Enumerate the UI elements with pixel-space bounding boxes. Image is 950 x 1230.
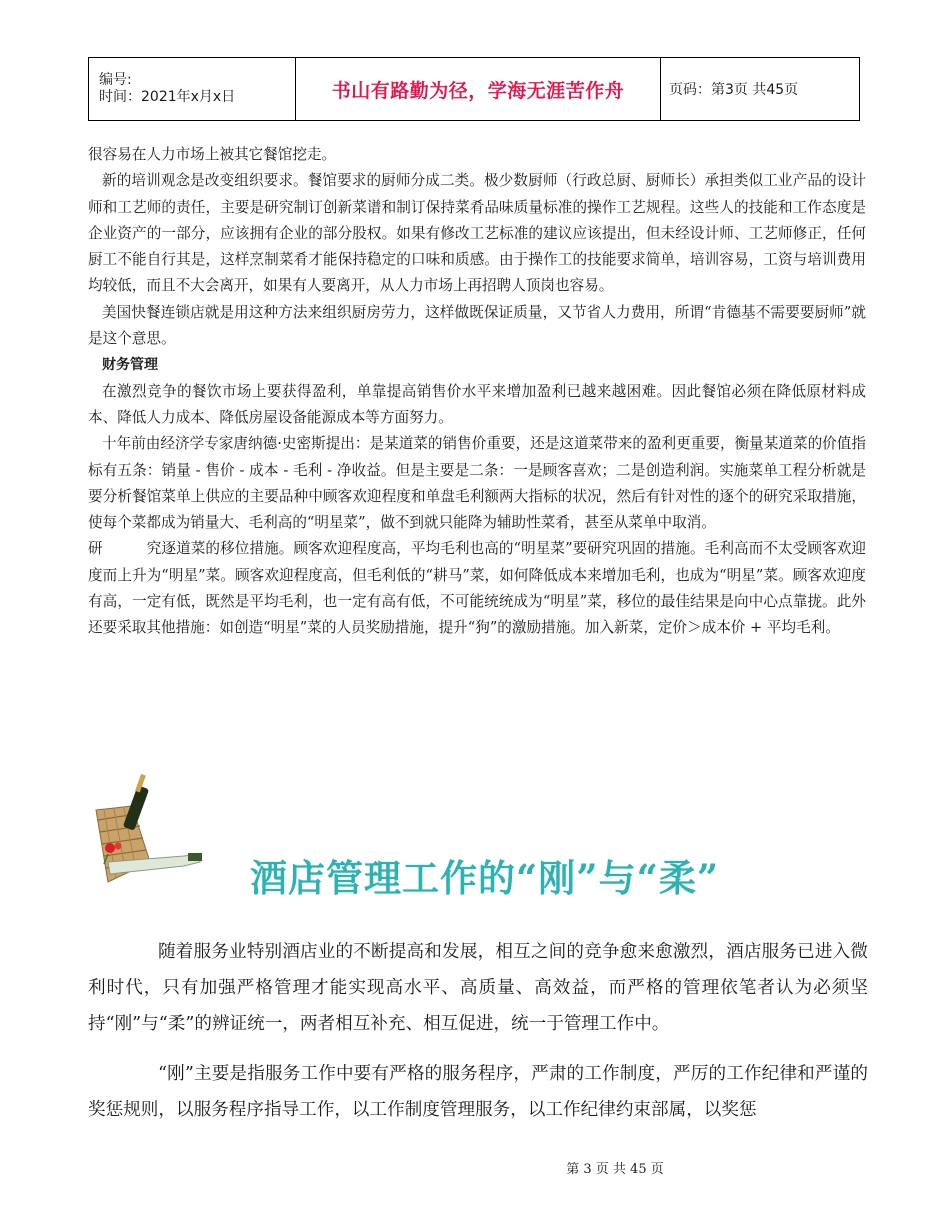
section-title: 酒店管理工作的“刚”与“柔” <box>250 856 720 900</box>
header-left-cell <box>89 58 296 121</box>
motto: 书山有路勤为径，学海无涯苦作舟 <box>296 58 661 121</box>
yan-first-char: 研 <box>88 540 103 558</box>
page-info: 页码：第3页 共45页 <box>661 58 860 121</box>
paragraph: 在激烈竞争的餐饮市场上要获得盈利，单靠提高销售价水平来增加盈利已越来越困难。因此餐馆必须在降低原材料成本、降低人力成本、降低房屋设备能源成本等方面努力。 <box>88 382 866 426</box>
paragraph-yan <box>88 536 866 641</box>
paragraph: 十年前由经济学专家唐纳德·史密斯提出：是某道菜的销售价重要，还是这道菜带来的盈利更重要，衡量某道菜的价值指标有五条：销量 - 售价 - 成本 - 毛利 - 净收益。但是主要是二条：一是顾客喜欢；二是创造利润。实施菜单工程分析就是要分析餐馆菜单上供应的主要品种中顾客欢迎程度和单盘毛利额两大指标的状况，然后有针对性的逐个的研究采取措施，使每个菜都成为销量大、毛利高的“明星菜”，做不到就只能降为辅助性菜肴，甚至从菜单中取消。 <box>88 435 866 532</box>
code-label: 编号: <box>99 72 132 88</box>
article <box>88 934 868 1128</box>
paragraph: 新的培训观念是改变组织要求。餐馆要求的厨师分成二类。极少数厨师（行政总厨、厨师长）承担类似工业产品的设计师和工艺师的责任，主要是研究制订创新菜谱和制订保持菜肴品味质量标准的操作工艺规程。这些人的技能和工作态度是企业资产的一部分，应该拥有企业的部分股权。如果有修改工艺标准的建议应该提出，但未经设计师、工艺师修正，任何厨工不能自行其是，这样烹制菜肴才能保持稳定的口味和质感。由于操作工的技能要求简单，培训容易，工资与培训费用均较低，而且不大会离开，如果有人要离开，从人力市场上再招聘人顶岗也容易。 <box>88 172 866 295</box>
wine-bottles-image <box>88 770 206 890</box>
paragraph: 美国快餐连锁店就是用这种方法来组织厨房劳力，这样做既保证质量，又节省人力费用，所谓“肯德基不需要要厨师”就是这个意思。 <box>88 303 866 348</box>
article-paragraph: “刚”主要是指服务工作中要有严格的服务程序，严肃的工作制度，严厉的工作纪律和严谨的奖惩规则，以服务程序指导工作，以工作制度管理服务，以工作纪律约束部属，以奖惩 <box>88 1064 868 1120</box>
page-footer: 第 3 页 共 45 页 <box>566 1162 664 1177</box>
body-text <box>88 142 866 642</box>
article-paragraph: 随着服务业特别酒店业的不断提高和发展，相互之间的竞争愈来愈激烈，酒店服务已进入微利时代，只有加强严格管理才能实现高水平、高质量、高效益，而严格的管理依笔者认为必须坚持“刚”与“柔”的辨证统一，两者相互补充、相互促进，统一于管理工作中。 <box>88 942 868 1034</box>
yan-rest: 究逐道菜的移位措施。顾客欢迎程度高，平均毛利也高的“明星菜”要研究巩固的措施。毛利高而不太受顾客欢迎度而上升为“明星”菜。顾客欢迎程度高，但毛利低的“耕马”菜，如何降低成本来增加毛利，也成为“明星”菜。顾客欢迎度有高，一定有低，既然是平均毛利，也一定有高有低，不可能统统成为“明星”菜，移位的最佳结果是向中心点靠拢。此外还要采取其他措施：如创造“明星”菜的人员奖励措施，提升“狗”的激励措施。加入新菜，定价＞成本价 + 平均毛利。 <box>88 540 866 637</box>
section-heading-finance: 财务管理 <box>102 357 158 374</box>
time-label: 时间：2021年x月x日 <box>99 89 236 105</box>
header-table <box>88 57 860 121</box>
paragraph: 很容易在人力市场上被其它餐馆挖走。 <box>88 146 337 163</box>
